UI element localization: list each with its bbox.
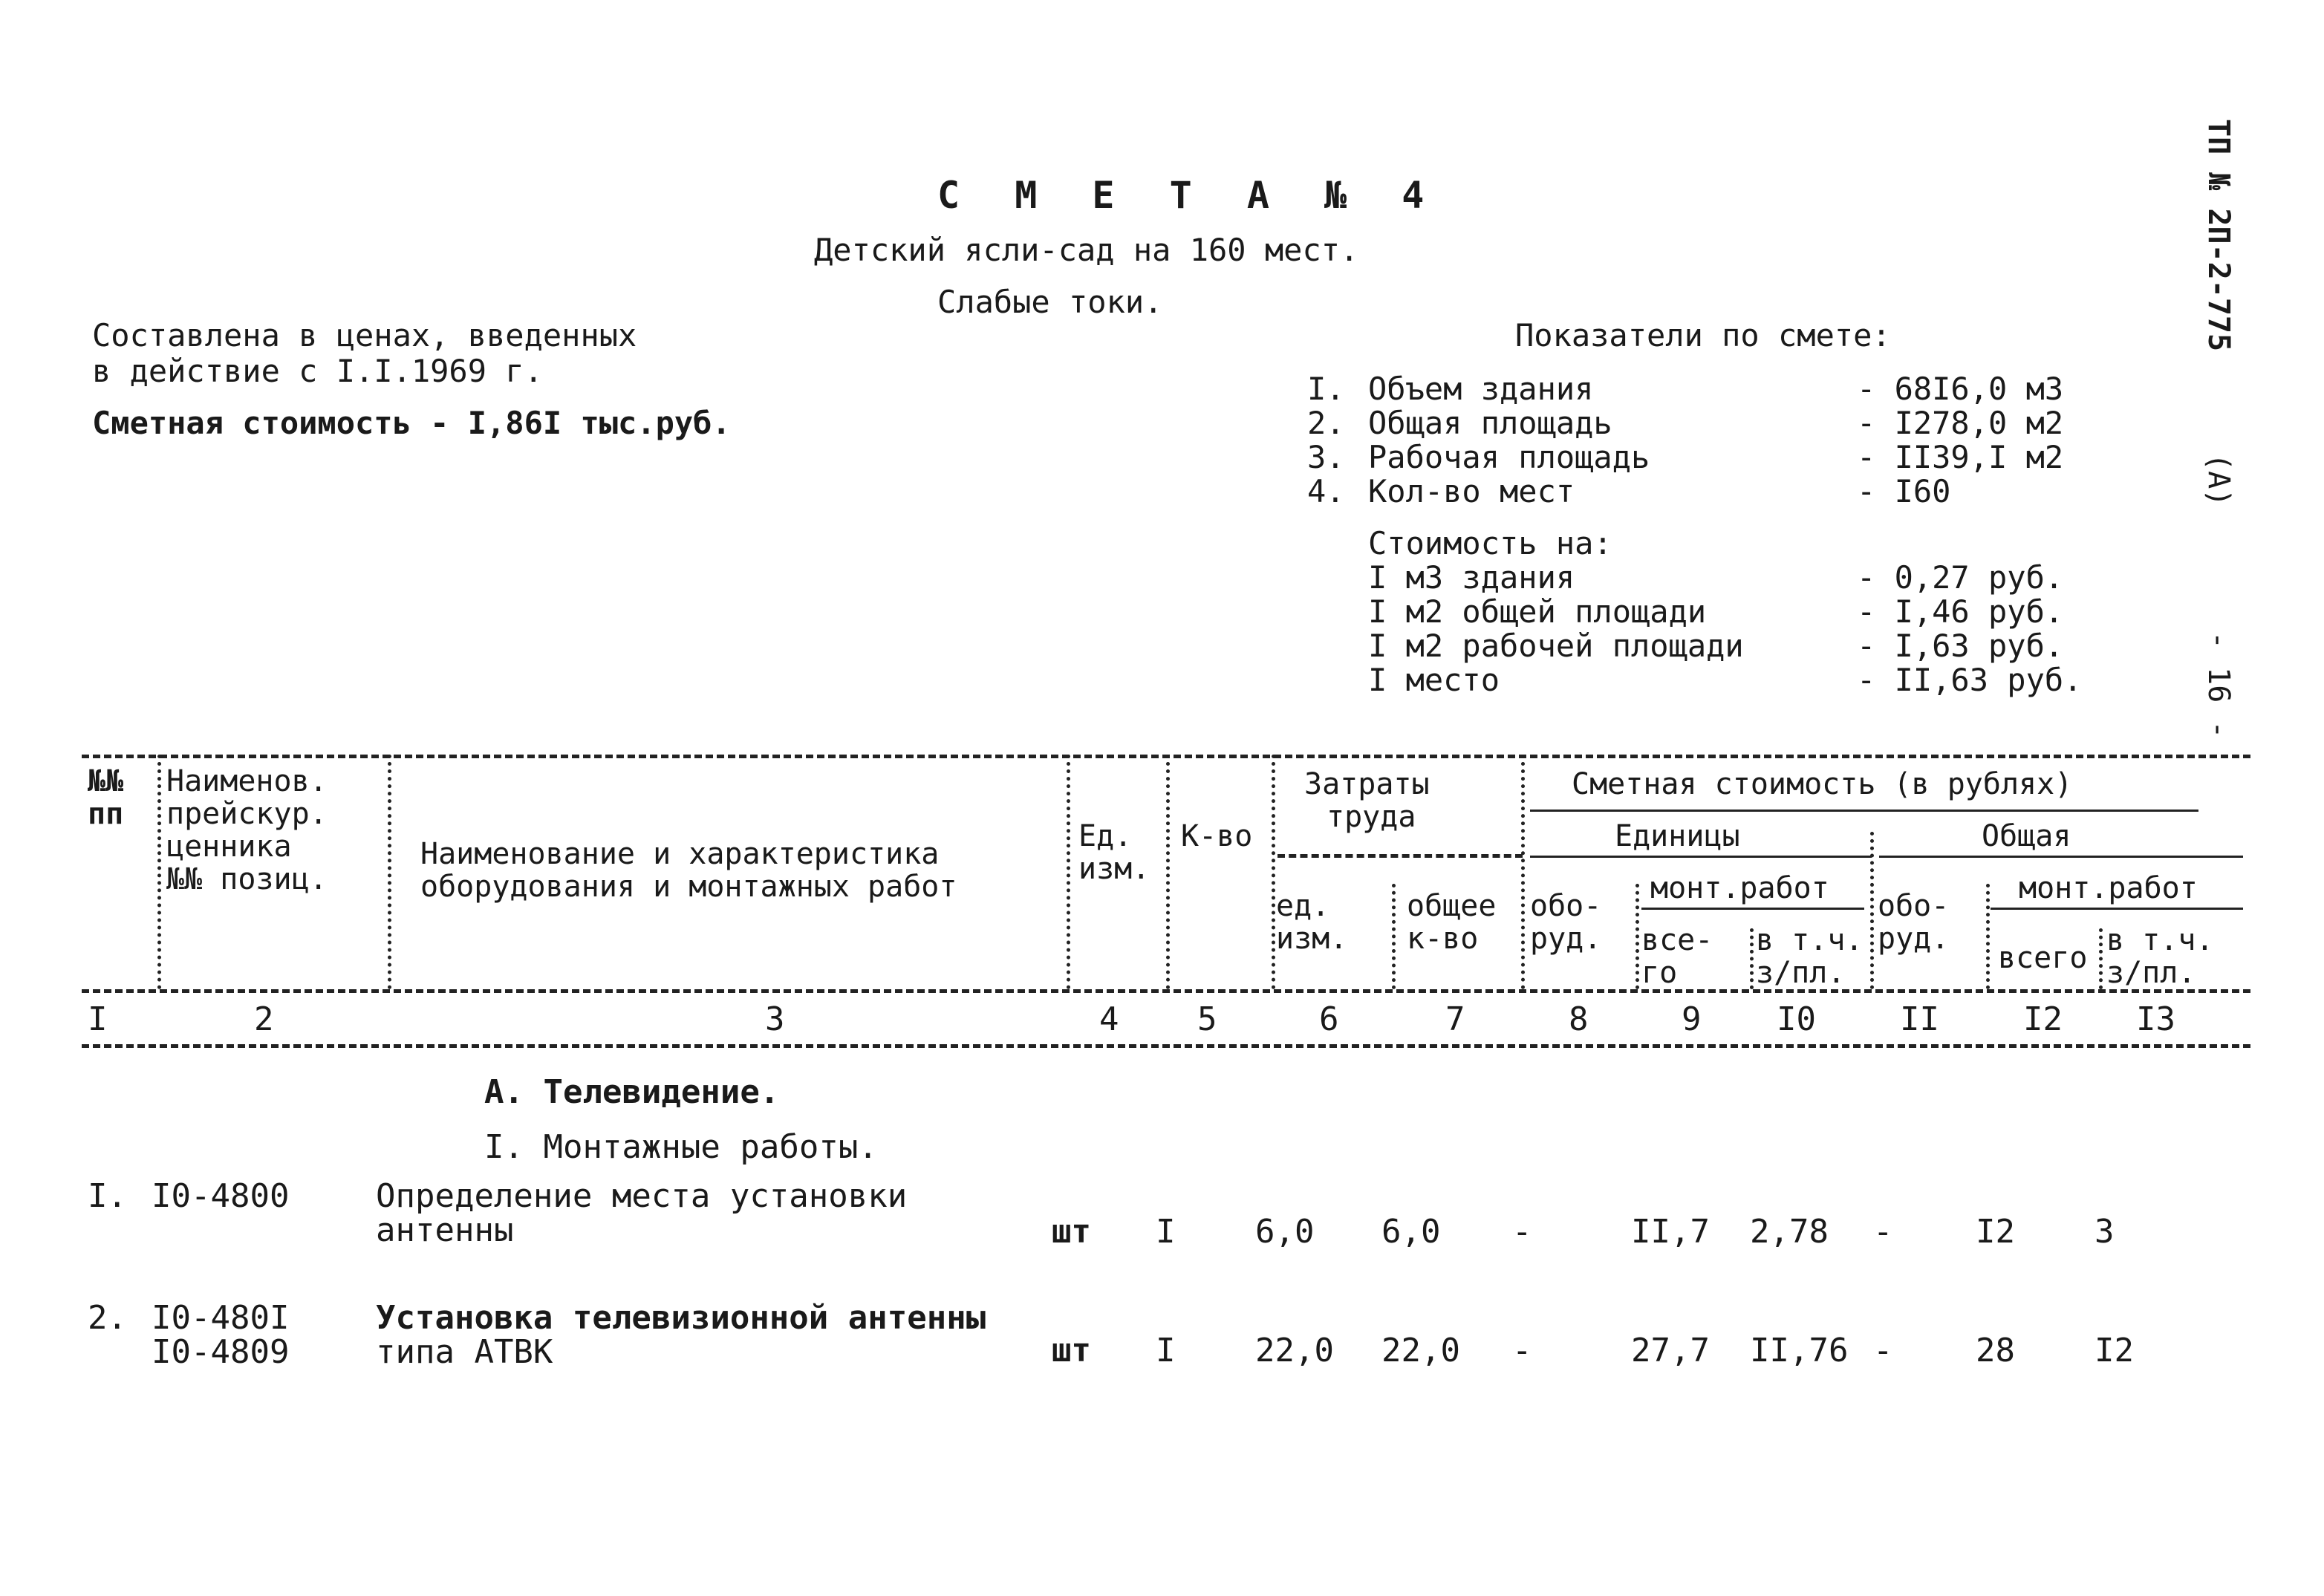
col-divider xyxy=(1272,755,1275,989)
object-name: Детский ясли-сад на 160 мест. xyxy=(814,232,1359,268)
equip-total: - xyxy=(1873,1213,1893,1251)
col-divider xyxy=(1986,884,1990,989)
col-number: 4 xyxy=(1099,1000,1119,1038)
section-name: Слабые токи. xyxy=(937,284,1163,320)
indicators-heading: Показатели по смете: xyxy=(1515,317,1891,354)
labor-header: Затраты труда xyxy=(1304,767,1430,834)
document-code: ТП № 2П-2-775 xyxy=(2201,119,2236,352)
col-number: 6 xyxy=(1319,1000,1339,1038)
mont-unit: 27,7 xyxy=(1631,1332,1710,1369)
col2-header: Наименов. прейскур. ценника №№ позиц. xyxy=(166,764,328,896)
revision-mark: (А) xyxy=(2201,453,2236,507)
col12-header: всего xyxy=(1998,941,2088,975)
wage-total: I2 xyxy=(2094,1332,2134,1369)
col-divider xyxy=(1870,832,1874,989)
col9-header: все- го xyxy=(1641,923,1713,990)
col11-header: обо- руд. xyxy=(1878,889,1950,956)
wage-unit: 2,78 xyxy=(1750,1213,1829,1251)
indicator-row: I. Объем здания - 68I6,0 м3 xyxy=(1307,371,2064,407)
row-number: 2. xyxy=(88,1299,127,1337)
col6-header: ед. изм. xyxy=(1276,889,1348,956)
col-number: I xyxy=(88,1000,108,1038)
cost-row: I место - II,63 руб. xyxy=(1368,662,2083,698)
col-number: I3 xyxy=(2136,1000,2175,1038)
indicator-row: 3. Рабочая площадь - II39,I м2 xyxy=(1307,439,2064,475)
unit: шт xyxy=(1052,1213,1091,1251)
col5-header: К-во xyxy=(1181,819,1253,853)
page-number: - 16 - xyxy=(2201,631,2236,739)
cost-group-header: Сметная стоимость (в рублях) xyxy=(1572,767,2073,801)
item-name: Установка телевизионной антенны типа АТВК xyxy=(376,1299,986,1371)
col-divider xyxy=(2099,928,2103,989)
mont-total: 28 xyxy=(1976,1332,2015,1369)
labor-total: 6,0 xyxy=(1381,1213,1441,1251)
col-number: I0 xyxy=(1777,1000,1816,1038)
total-group-rule xyxy=(1879,856,2243,858)
table-header-rule xyxy=(82,989,2250,993)
cost-row: I м2 рабочей площади - I,63 руб. xyxy=(1368,628,2064,664)
cost-row: I м2 общей площади - I,46 руб. xyxy=(1368,593,2064,630)
col-number: I2 xyxy=(2023,1000,2063,1038)
mont-unit-header: монт.работ xyxy=(1650,871,1829,905)
col4-header: Ед. изм. xyxy=(1078,819,1150,886)
mont-total: I2 xyxy=(1976,1213,2015,1251)
col-divider xyxy=(1635,884,1639,989)
col8-header: обо- руд. xyxy=(1530,889,1602,956)
section-title: А. Телевидение. xyxy=(484,1073,780,1111)
equip-unit: - xyxy=(1512,1332,1532,1369)
col-number: 9 xyxy=(1682,1000,1702,1038)
col7-header: общее к-во xyxy=(1407,889,1497,956)
table-number-rule xyxy=(82,1044,2250,1048)
cost-heading: Стоимость на: xyxy=(1368,525,1612,561)
col-divider xyxy=(1067,755,1070,989)
col-number: 2 xyxy=(254,1000,274,1038)
price-basis-line2: в действие с I.I.1969 г. xyxy=(92,353,543,389)
quantity: I xyxy=(1156,1332,1176,1369)
col-number: 5 xyxy=(1197,1000,1217,1038)
estimate-title: С М Е Т А № 4 xyxy=(937,174,1441,217)
wage-total: 3 xyxy=(2094,1213,2115,1251)
row-number: I. xyxy=(88,1177,127,1215)
col10-header: в т.ч. з/пл. xyxy=(1756,923,1864,990)
wage-unit: II,76 xyxy=(1750,1332,1849,1369)
col-divider xyxy=(157,755,161,989)
col-divider xyxy=(1750,928,1754,989)
equip-unit: - xyxy=(1512,1213,1532,1251)
price-code: I0-480I I0-4809 xyxy=(152,1299,290,1371)
mont-unit-rule xyxy=(1641,908,1864,910)
indicators-block xyxy=(1307,371,2124,698)
indicator-row: 4. Кол-во мест - I60 xyxy=(1307,473,1951,509)
col3-header: Наименование и характеристика оборудования и монтажных работ xyxy=(420,837,957,904)
col-number: 7 xyxy=(1445,1000,1465,1038)
unit-group-header: Единицы xyxy=(1615,819,1740,853)
unit: шт xyxy=(1052,1332,1091,1369)
price-basis-line1: Составлена в ценах, введенных xyxy=(92,317,637,354)
col-number: 3 xyxy=(765,1000,785,1038)
col-divider xyxy=(1166,755,1170,989)
col-divider xyxy=(1392,884,1396,989)
item-name: Определение места установки антенны xyxy=(376,1177,908,1249)
labor-rule xyxy=(1277,854,1523,858)
mont-total-header: монт.работ xyxy=(2019,871,2198,905)
estimate-cost: Сметная стоимость - I,86I тыс.руб. xyxy=(92,405,731,441)
total-group-header: Общая xyxy=(1982,819,2071,853)
labor-unit: 6,0 xyxy=(1255,1213,1315,1251)
col1-header: №№ пп xyxy=(88,764,124,831)
indicator-row: 2. Общая площадь - I278,0 м2 xyxy=(1307,405,2064,441)
mont-unit: II,7 xyxy=(1631,1213,1710,1251)
labor-unit: 22,0 xyxy=(1255,1332,1334,1369)
quantity: I xyxy=(1156,1213,1176,1251)
col-divider xyxy=(388,755,391,989)
unit-group-rule xyxy=(1530,856,1872,858)
col-number: 8 xyxy=(1569,1000,1589,1038)
equip-total: - xyxy=(1873,1332,1893,1369)
col13-header: в т.ч. з/пл. xyxy=(2106,923,2214,990)
labor-total: 22,0 xyxy=(1381,1332,1460,1369)
mont-total-rule xyxy=(1991,908,2243,910)
subsection-title: I. Монтажные работы. xyxy=(484,1128,878,1166)
cost-row: I м3 здания - 0,27 руб. xyxy=(1368,559,2064,596)
col-number: II xyxy=(1900,1000,1939,1038)
price-code: I0-4800 xyxy=(152,1177,290,1215)
col-divider xyxy=(1521,755,1525,989)
cost-group-rule xyxy=(1530,810,2198,812)
